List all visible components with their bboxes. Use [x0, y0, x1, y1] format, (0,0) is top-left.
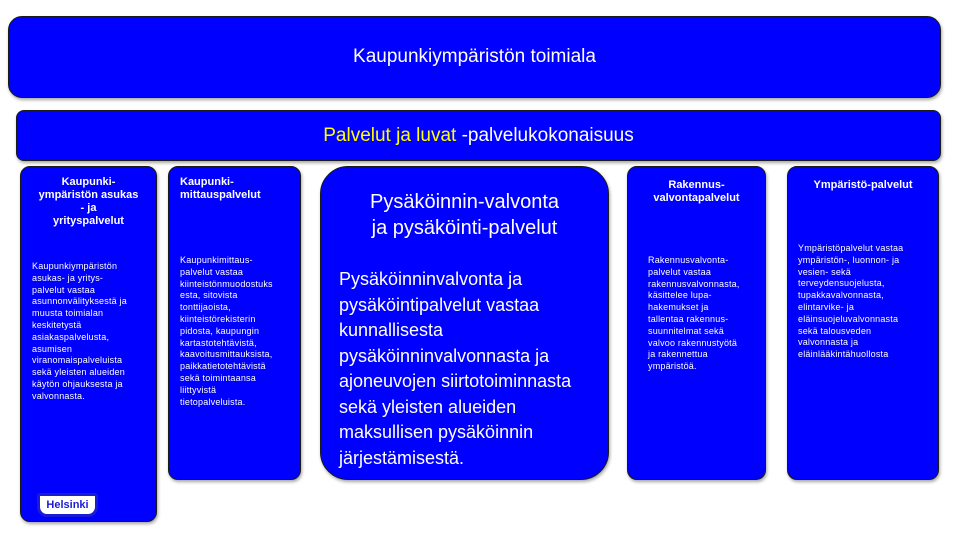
- column-description: Ympäristöpalvelut vastaa ympäristön-, luonnon- ja vesien- sekä terveydensuojelusta, tupakkavalvonnasta, elintarvike- ja eläinsuojeluvalvonnasta sekä talousveden valvonnasta ja eläinlääkintähuollosta: [798, 243, 904, 360]
- column-building-control-services: [627, 166, 766, 480]
- column-surveying-services: [168, 166, 301, 480]
- column-description: Kaupunkiympäristön asukas- ja yritys- palvelut vastaa asunnonvälityksestä ja muusta toimialan keskitetystä asiakaspalvelusta, asumisen viranomaispalveluista sekä yleisten alueiden käytön ohjauksesta ja valvonnasta.: [32, 261, 127, 401]
- service-entity-highlight: Palvelut ja luvat: [323, 124, 457, 146]
- helsinki-logo: [37, 493, 98, 517]
- column-resident-business-services: [20, 166, 157, 522]
- column-title: Kaupunki- mittauspalvelut: [180, 176, 261, 201]
- column-description: Pysäköinninvalvonta ja pysäköintipalvelut vastaa kunnallisesta pysäköinninvalvonnasta ja ajoneuvojen siirtotoiminnasta sekä yleisten alueiden maksullisen pysäköinnin järjestämisestä.: [339, 269, 572, 468]
- division-title-box: [8, 16, 941, 98]
- column-title: Pysäköinnin-valvonta ja pysäköinti-palvelut: [370, 191, 559, 239]
- service-entity-band: [16, 110, 941, 161]
- helsinki-logo-text: Helsinki: [46, 498, 89, 511]
- column-title: Rakennus- valvontapalvelut: [653, 179, 740, 204]
- column-parking-services: [320, 166, 609, 480]
- column-environmental-services: [787, 166, 939, 480]
- column-title: Kaupunki- ympäristön asukas - ja yrityspalvelut: [38, 176, 139, 227]
- division-title: Kaupunkiympäristön toimiala: [353, 46, 596, 67]
- column-description: Kaupunkimittaus- palvelut vastaa kiinteistönmuodostuks esta, sitovista tonttijaoista, kiinteistörekisterin pidosta, kaupungin kartastotehtävistä, kaavoitusmittauksista, paikkatietotehtävistä sekä toimintaansa liittyvistä tietopalveluista.: [180, 255, 273, 407]
- service-entity-suffix: -palvelukokonaisuus: [456, 124, 634, 146]
- column-title: Ympäristö-palvelut: [813, 179, 913, 191]
- column-description: Rakennusvalvonta- palvelut vastaa rakennusvalvonnasta, käsittelee lupa- hakemukset ja tallentaa rakennus- suunnitelmat sekä valvoo rakennustyötä ja rakennettua ympäristöä.: [648, 255, 740, 372]
